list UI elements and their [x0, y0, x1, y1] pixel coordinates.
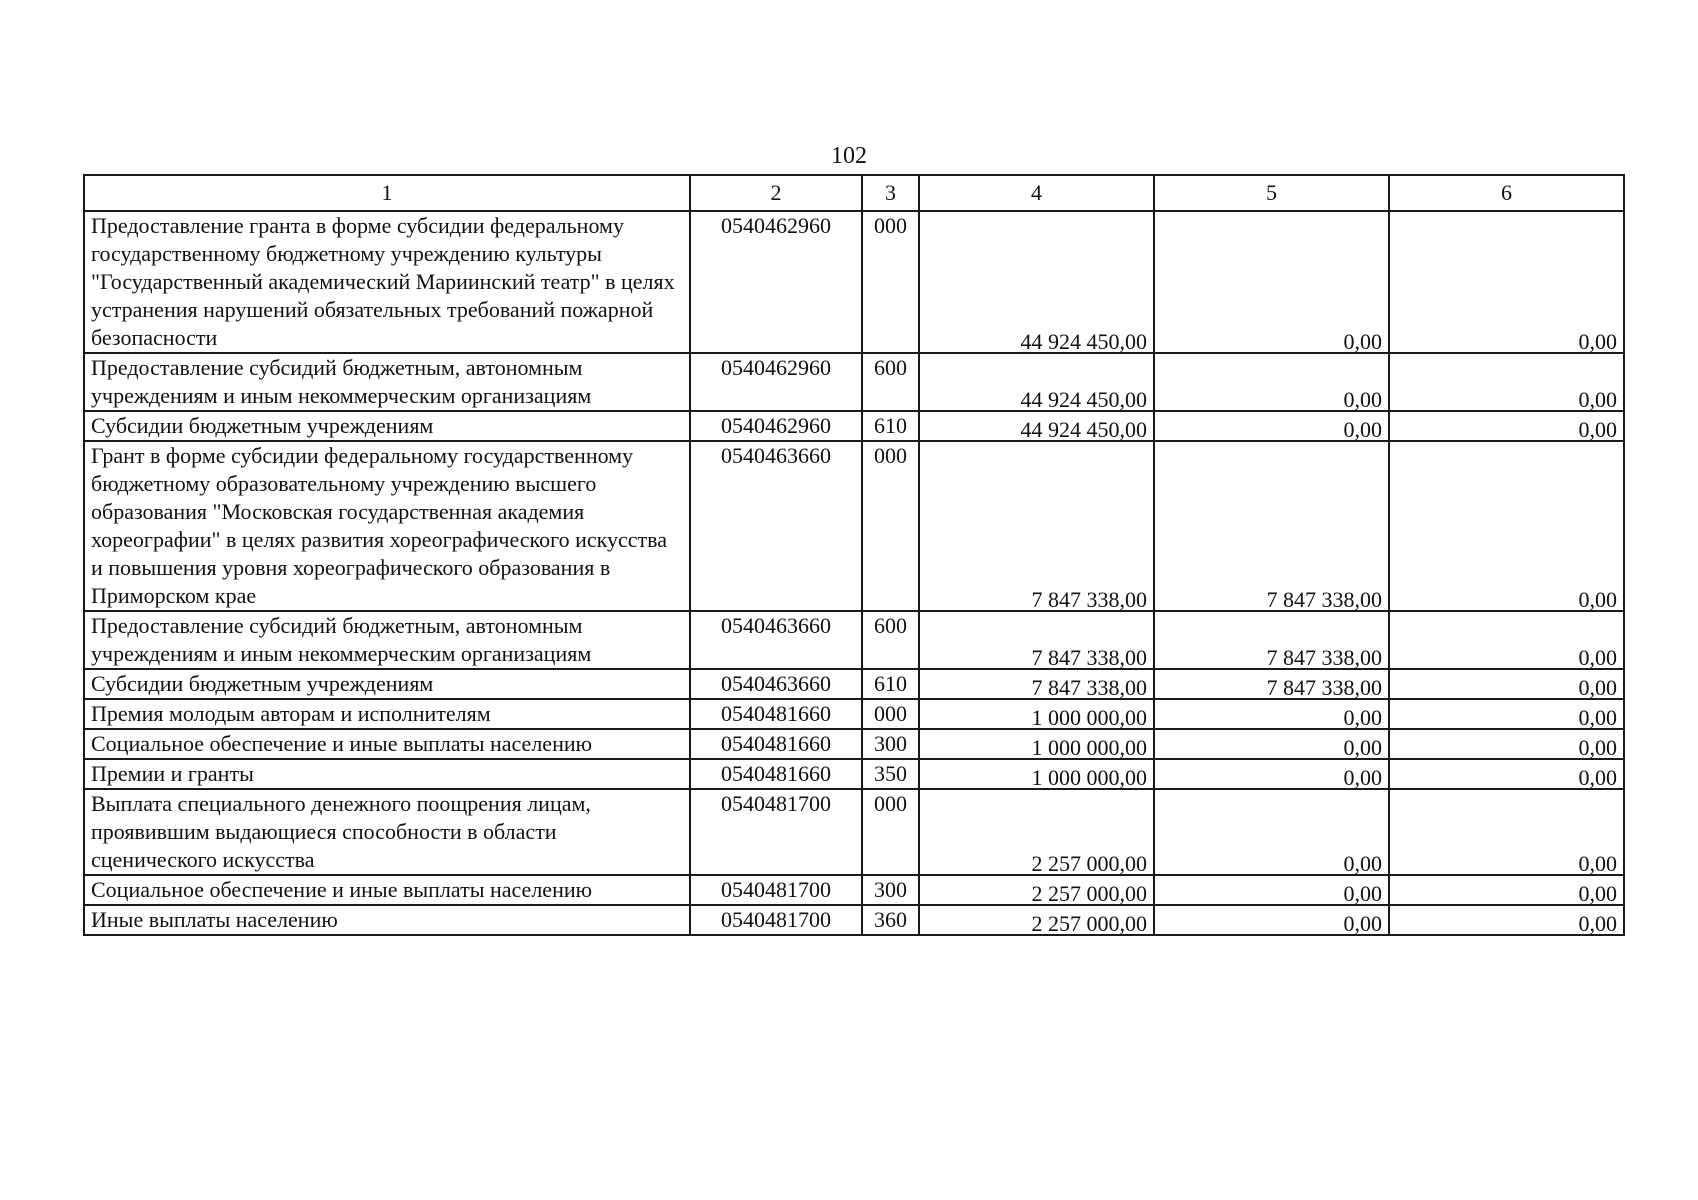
- amount-value: 0,00: [1578, 765, 1617, 790]
- table-row: [84, 211, 1624, 353]
- amount-value: 0,00: [1578, 881, 1617, 906]
- row-amount-col5: [1154, 789, 1389, 875]
- row-amount-col6: [1389, 611, 1624, 669]
- row-amount-col6: [1389, 759, 1624, 789]
- amount-value: 1 000 000,00: [1031, 735, 1147, 760]
- header-row: [84, 175, 1624, 211]
- table-row: [84, 905, 1624, 935]
- amount-value: 7 847 338,00: [1266, 675, 1382, 700]
- table-row: [84, 353, 1624, 411]
- amount-value: 0,00: [1343, 851, 1382, 876]
- row-name: Предоставление гранта в форме субсидии федеральному государственному бюджетному учреждению культуры "Государственный академический Мариинский театр" в целях устранения нарушений обязательных требований пожарной безопасности: [84, 211, 690, 353]
- row-name: Премии и гранты: [84, 759, 690, 789]
- row-expense-type: 000: [862, 441, 919, 611]
- table-row: [84, 611, 1624, 669]
- column-header-5: 5: [1154, 175, 1389, 211]
- row-amount-col6: [1389, 211, 1624, 353]
- row-amount-col5: [1154, 875, 1389, 905]
- row-target-code: 0540481700: [690, 905, 862, 935]
- amount-value: 0,00: [1578, 705, 1617, 730]
- amount-value: 0,00: [1343, 735, 1382, 760]
- table-row: [84, 699, 1624, 729]
- row-name: Предоставление субсидий бюджетным, автономным учреждениям и иным некоммерческим организациям: [84, 353, 690, 411]
- row-amount-col4: [919, 669, 1154, 699]
- row-expense-type: 000: [862, 699, 919, 729]
- row-name: Социальное обеспечение и иные выплаты населению: [84, 875, 690, 905]
- row-target-code: 0540481700: [690, 789, 862, 875]
- column-header-3: 3: [862, 175, 919, 211]
- row-expense-type: 610: [862, 669, 919, 699]
- row-expense-type: 600: [862, 611, 919, 669]
- column-header-4: 4: [919, 175, 1154, 211]
- row-name: Предоставление субсидий бюджетным, автономным учреждениям и иным некоммерческим организациям: [84, 611, 690, 669]
- amount-value: 0,00: [1578, 417, 1617, 442]
- row-amount-col6: [1389, 669, 1624, 699]
- row-name: Выплата специального денежного поощрения лицам, проявившим выдающиеся способности в области сценического искусства: [84, 789, 690, 875]
- row-name: Премия молодым авторам и исполнителям: [84, 699, 690, 729]
- amount-value: 44 924 450,00: [1020, 387, 1147, 412]
- row-amount-col5: [1154, 699, 1389, 729]
- row-expense-type: 350: [862, 759, 919, 789]
- amount-value: 0,00: [1343, 765, 1382, 790]
- table-row: [84, 875, 1624, 905]
- row-target-code: 0540462960: [690, 411, 862, 441]
- amount-value: 0,00: [1578, 645, 1617, 670]
- amount-value: 0,00: [1578, 587, 1617, 612]
- amount-value: 0,00: [1343, 387, 1382, 412]
- amount-value: 0,00: [1343, 911, 1382, 936]
- amount-value: 1 000 000,00: [1031, 765, 1147, 790]
- row-amount-col4: [919, 411, 1154, 441]
- row-amount-col6: [1389, 875, 1624, 905]
- row-amount-col5: [1154, 729, 1389, 759]
- amount-value: 0,00: [1578, 911, 1617, 936]
- amount-value: 0,00: [1343, 329, 1382, 354]
- row-amount-col6: [1389, 411, 1624, 441]
- table-row: [84, 759, 1624, 789]
- row-target-code: 0540463660: [690, 669, 862, 699]
- amount-value: 0,00: [1343, 417, 1382, 442]
- table-row: [84, 411, 1624, 441]
- amount-value: 7 847 338,00: [1266, 587, 1382, 612]
- row-name: Субсидии бюджетным учреждениям: [84, 669, 690, 699]
- row-amount-col6: [1389, 441, 1624, 611]
- row-expense-type: 000: [862, 211, 919, 353]
- table-row: [84, 729, 1624, 759]
- amount-value: 44 924 450,00: [1020, 417, 1147, 442]
- row-amount-col5: [1154, 611, 1389, 669]
- amount-value: 7 847 338,00: [1266, 645, 1382, 670]
- row-amount-col5: [1154, 669, 1389, 699]
- column-header-1: 1: [84, 175, 690, 211]
- row-expense-type: 600: [862, 353, 919, 411]
- row-name: Грант в форме субсидии федеральному государственному бюджетному образовательному учреждению высшего образования "Московская государственная академия хореографии" в целях развития хореографического искусства и повышения уровня хореографического образования в Приморском крае: [84, 441, 690, 611]
- row-amount-col4: [919, 441, 1154, 611]
- row-amount-col6: [1389, 729, 1624, 759]
- row-target-code: 0540463660: [690, 441, 862, 611]
- budget-table: [83, 174, 1625, 936]
- page-number: 102: [831, 143, 867, 169]
- row-amount-col5: [1154, 905, 1389, 935]
- amount-value: 0,00: [1343, 705, 1382, 730]
- row-amount-col4: [919, 699, 1154, 729]
- amount-value: 0,00: [1578, 851, 1617, 876]
- amount-value: 0,00: [1578, 329, 1617, 354]
- row-name: Иные выплаты населению: [84, 905, 690, 935]
- column-header-2: 2: [690, 175, 862, 211]
- column-header-6: 6: [1389, 175, 1624, 211]
- row-amount-col5: [1154, 353, 1389, 411]
- amount-value: 0,00: [1343, 881, 1382, 906]
- row-expense-type: 360: [862, 905, 919, 935]
- table-row: [84, 789, 1624, 875]
- row-amount-col4: [919, 759, 1154, 789]
- amount-value: 0,00: [1578, 735, 1617, 760]
- table-body: [84, 211, 1624, 935]
- amount-value: 0,00: [1578, 387, 1617, 412]
- amount-value: 2 257 000,00: [1031, 911, 1147, 936]
- amount-value: 44 924 450,00: [1020, 329, 1147, 354]
- amount-value: 0,00: [1578, 675, 1617, 700]
- row-expense-type: 000: [862, 789, 919, 875]
- row-target-code: 0540481700: [690, 875, 862, 905]
- row-amount-col5: [1154, 441, 1389, 611]
- row-target-code: 0540481660: [690, 759, 862, 789]
- amount-value: 7 847 338,00: [1031, 587, 1147, 612]
- row-name: Субсидии бюджетным учреждениям: [84, 411, 690, 441]
- row-target-code: 0540463660: [690, 611, 862, 669]
- row-expense-type: 300: [862, 729, 919, 759]
- row-expense-type: 610: [862, 411, 919, 441]
- row-amount-col4: [919, 353, 1154, 411]
- row-target-code: 0540462960: [690, 211, 862, 353]
- row-amount-col6: [1389, 789, 1624, 875]
- amount-value: 2 257 000,00: [1031, 851, 1147, 876]
- row-amount-col4: [919, 905, 1154, 935]
- row-amount-col5: [1154, 759, 1389, 789]
- table-row: [84, 441, 1624, 611]
- table-row: [84, 669, 1624, 699]
- amount-value: 2 257 000,00: [1031, 881, 1147, 906]
- row-amount-col4: [919, 789, 1154, 875]
- row-target-code: 0540481660: [690, 729, 862, 759]
- row-target-code: 0540462960: [690, 353, 862, 411]
- row-name: Социальное обеспечение и иные выплаты населению: [84, 729, 690, 759]
- row-amount-col4: [919, 729, 1154, 759]
- row-amount-col5: [1154, 411, 1389, 441]
- amount-value: 7 847 338,00: [1031, 675, 1147, 700]
- row-amount-col6: [1389, 699, 1624, 729]
- row-amount-col4: [919, 875, 1154, 905]
- row-amount-col6: [1389, 905, 1624, 935]
- row-target-code: 0540481660: [690, 699, 862, 729]
- row-amount-col4: [919, 611, 1154, 669]
- row-expense-type: 300: [862, 875, 919, 905]
- row-amount-col6: [1389, 353, 1624, 411]
- row-amount-col5: [1154, 211, 1389, 353]
- row-amount-col4: [919, 211, 1154, 353]
- amount-value: 1 000 000,00: [1031, 705, 1147, 730]
- table-header: [84, 175, 1624, 211]
- amount-value: 7 847 338,00: [1031, 645, 1147, 670]
